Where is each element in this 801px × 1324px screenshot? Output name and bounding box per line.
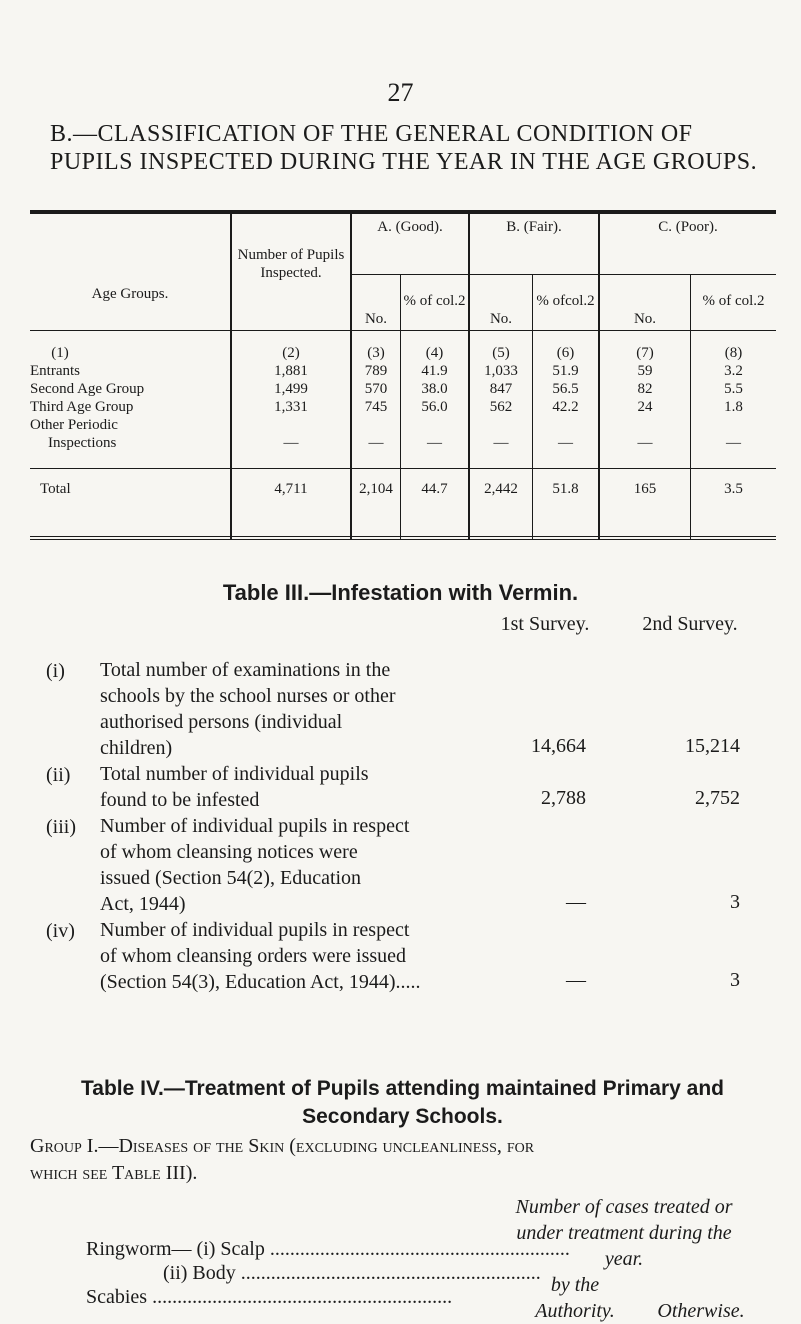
row-label-third: Third Age Group — [30, 399, 134, 415]
item-number: (iii) — [46, 816, 76, 838]
table-cell: 5.5 — [724, 381, 743, 397]
table-cell: — — [283, 435, 299, 451]
survey-1-value: 2,788 — [541, 787, 586, 809]
row-label-other: Other Periodic — [30, 417, 118, 433]
header-number: Number of Pupils Inspected. — [237, 247, 345, 281]
item-text: Number of individual pupils in respect of whom cleansing notices were issued (Section 54(2), Education Act, 1944) — [100, 815, 410, 915]
group-1-heading: Group I.—Diseases of the Skin (excluding uncleanliness, for which see Table III). — [30, 1135, 535, 1184]
table-4-column-heading: Number of cases treated or under treatment during the year. — [515, 1196, 733, 1270]
col-number: (8) — [724, 345, 743, 361]
survey-2-value: 15,214 — [685, 735, 740, 757]
survey-2-header: 2nd Survey. — [642, 613, 738, 635]
col-number: (3) — [367, 345, 385, 361]
survey-2-value: 3 — [730, 969, 740, 991]
table-cell: 1,881 — [274, 363, 308, 379]
table-cell: 1,033 — [484, 363, 518, 379]
table-cell: 1.8 — [724, 399, 743, 415]
section-b-title: B.—CLASSIFICATION OF THE GENERAL CONDITION OF PUPILS INSPECTED DURING THE YEAR IN THE AGE GROUPS. — [50, 121, 758, 175]
header-age-groups: Age Groups. — [91, 286, 169, 302]
row-label-other-2: Inspections — [48, 435, 117, 451]
page-number: 27 — [387, 78, 414, 107]
table-cell: — — [493, 435, 509, 451]
table-cell: 562 — [489, 399, 513, 415]
survey-1-value: — — [566, 969, 586, 991]
item-text: Total number of examinations in the schools by the school nurses or other authorised persons (individual children) — [100, 659, 396, 759]
table-cell: 2,104 — [359, 481, 393, 497]
table-cell: 42.2 — [552, 399, 579, 415]
row-label-second: Second Age Group — [30, 381, 145, 397]
header-b-no: No. — [489, 311, 513, 327]
table-cell: 24 — [637, 399, 653, 415]
table-cell: 82 — [637, 381, 653, 397]
table-cell: 44.7 — [421, 481, 448, 497]
table-cell: 789 — [364, 363, 388, 379]
table-cell: — — [558, 435, 573, 451]
header-b-pct: % ofcol.2 — [536, 293, 595, 309]
table-cell: 570 — [364, 381, 388, 397]
table-4-title: Table IV.—Treatment of Pupils attending maintained Primary and Secondary Schools. — [81, 1077, 724, 1128]
header-b-fair: B. (Fair). — [506, 219, 562, 235]
item-number: (ii) — [46, 764, 71, 786]
col-number: (2) — [282, 345, 300, 361]
table-cell: — — [637, 435, 653, 451]
survey-1-value: — — [566, 891, 586, 913]
table-cell: 59 — [637, 363, 653, 379]
table-cell: 4,711 — [274, 481, 308, 497]
table-cell: — — [726, 435, 741, 451]
table-cell: 2,442 — [484, 481, 518, 497]
table-cell: — — [368, 435, 384, 451]
header-a-no: No. — [364, 311, 388, 327]
col-number: (7) — [636, 345, 654, 361]
table-4-row-label: Scabies ............................................................ — [86, 1286, 453, 1308]
row-label-total: Total — [40, 481, 71, 497]
table-cell: 51.8 — [552, 481, 579, 497]
table-cell: 165 — [633, 481, 657, 497]
table-cell: 745 — [364, 399, 388, 415]
table-cell: 3.2 — [724, 363, 743, 379]
item-number: (iv) — [46, 920, 75, 942]
page-bottom-marker — [30, 1320, 31, 1321]
col-number: (4) — [425, 345, 444, 361]
table-4-row-label: (ii) Body ............................................................ — [163, 1262, 541, 1284]
condition-table — [30, 210, 776, 540]
table-cell: 38.0 — [421, 381, 448, 397]
otherwise-header: Otherwise. — [657, 1300, 745, 1322]
item-number: (i) — [46, 660, 65, 682]
header-a-good: A. (Good). — [377, 219, 443, 235]
table-cell: 3.5 — [724, 481, 743, 497]
table-cell: 1,499 — [274, 381, 308, 397]
table-cell: 51.9 — [552, 363, 579, 379]
table-4-row-label: Ringworm— (i) Scalp ............................................................ — [86, 1238, 570, 1260]
table-top-rule — [30, 210, 776, 214]
col-number: (5) — [492, 345, 510, 361]
table-cell: — — [427, 435, 442, 451]
col-number: (1) — [51, 345, 69, 361]
survey-1-value: 14,664 — [531, 735, 586, 757]
row-label-entrants: Entrants — [30, 363, 80, 379]
survey-2-value: 2,752 — [695, 787, 740, 809]
header-c-pct: % of col.2 — [702, 293, 765, 309]
header-a-pct: % of col.2 — [403, 293, 466, 309]
item-text: Total number of individual pupils found to be infested — [100, 763, 369, 811]
header-c-no: No. — [633, 311, 657, 327]
survey-2-value: 3 — [730, 891, 740, 913]
table-cell: 56.5 — [552, 381, 579, 397]
header-c-poor: C. (Poor). — [658, 219, 718, 235]
table-cell: 847 — [489, 381, 513, 397]
table-3-title: Table III.—Infestation with Vermin. — [222, 580, 579, 605]
table-cell: 1,331 — [274, 399, 308, 415]
table-cell: 56.0 — [421, 399, 448, 415]
item-text: Number of individual pupils in respect of whom cleansing orders were issued (Section 54(3), Education Act, 1944)..... — [100, 919, 421, 993]
table-cell: 41.9 — [421, 363, 448, 379]
by-authority-header: by the Authority. — [535, 1274, 615, 1322]
survey-1-header: 1st Survey. — [500, 613, 590, 635]
col-number: (6) — [556, 345, 575, 361]
